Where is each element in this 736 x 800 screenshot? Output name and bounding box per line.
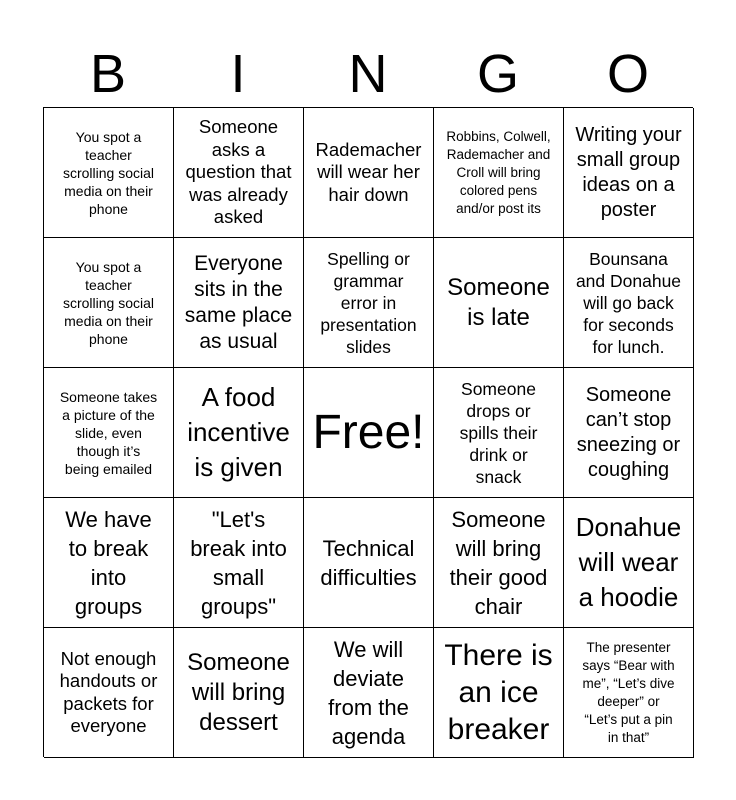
bingo-cell-r3-c1[interactable] (44, 368, 174, 498)
bingo-cell-r1-c3[interactable] (304, 108, 434, 238)
cell-text: Writing your small group ideas on a poster (575, 123, 682, 221)
header-letter-g: G (476, 44, 519, 104)
cell-text: We have to break into groups (65, 506, 152, 619)
cell-text: Bounsana and Donahue will go back for seconds for lunch. (575, 248, 682, 357)
bingo-cell-r5-c5[interactable] (564, 628, 694, 758)
bingo-cell-r4-c4[interactable] (434, 498, 564, 628)
bingo-cell-r5-c3[interactable] (304, 628, 434, 758)
bingo-cell-r2-c5[interactable] (564, 238, 694, 368)
cell-text: Spelling or grammar error in presentation slides (320, 248, 417, 357)
bingo-grid (43, 107, 693, 757)
cell-text: "Let's break into small groups" (190, 506, 287, 619)
cell-text: Someone can’t stop sneezing or coughing (576, 383, 681, 481)
cell-text: Technical difficulties (320, 535, 417, 590)
bingo-cell-r1-c4[interactable] (434, 108, 564, 238)
header-letter-n: N (348, 44, 388, 104)
cell-text: Someone drops or spills their drink or snack (459, 378, 538, 487)
free-space-label: Free! (312, 405, 425, 459)
cell-text: Rademacher will wear her hair down (315, 138, 422, 205)
bingo-cell-r3-c4[interactable] (434, 368, 564, 498)
cell-text: Someone takes a picture of the slide, even though it’s being emailed (59, 388, 158, 477)
cell-text: You spot a teacher scrolling social media on their phone (62, 258, 155, 347)
bingo-cell-r3-c3-free[interactable] (304, 368, 434, 498)
bingo-cell-r5-c1[interactable] (44, 628, 174, 758)
cell-text: Someone will bring dessert (187, 648, 290, 736)
bingo-cell-r2-c2[interactable] (174, 238, 304, 368)
bingo-cell-r3-c5[interactable] (564, 368, 694, 498)
bingo-cell-r4-c3[interactable] (304, 498, 434, 628)
bingo-cell-r4-c2[interactable] (174, 498, 304, 628)
bingo-cell-r1-c1[interactable] (44, 108, 174, 238)
cell-text: Robbins, Colwell, Rademacher and Croll will bring colored pens and/or post its (446, 128, 551, 216)
cell-text: A food incentive is given (187, 382, 290, 482)
cell-text: The presenter says “Bear with me”, “Let’s dive deeper” or “Let’s put a pin in that” (582, 639, 675, 745)
cell-text: Donahue will wear a hoodie (575, 512, 682, 612)
bingo-cell-r4-c5[interactable] (564, 498, 694, 628)
bingo-cell-r4-c1[interactable] (44, 498, 174, 628)
bingo-cell-r2-c4[interactable] (434, 238, 564, 368)
bingo-cell-r5-c4[interactable] (434, 628, 564, 758)
bingo-cell-r1-c5[interactable] (564, 108, 694, 238)
bingo-cell-r2-c1[interactable] (44, 238, 174, 368)
cell-text: We will deviate from the agenda (328, 636, 409, 749)
cell-text: Someone asks a question that was already asked (185, 116, 292, 228)
bingo-cell-r5-c2[interactable] (174, 628, 304, 758)
bingo-header (43, 40, 693, 108)
header-letter-o: O (606, 44, 649, 104)
cell-text: Someone will bring their good chair (449, 506, 548, 619)
cell-text: Everyone sits in the same place as usual (184, 251, 293, 353)
cell-text: You spot a teacher scrolling social media on their phone (62, 128, 155, 217)
cell-text: There is an ice breaker (444, 639, 553, 746)
header-letter-i: I (230, 44, 246, 104)
cell-text: Not enough handouts or packets for everyone (59, 647, 158, 736)
bingo-cell-r3-c2[interactable] (174, 368, 304, 498)
bingo-cell-r1-c2[interactable] (174, 108, 304, 238)
bingo-cell-r2-c3[interactable] (304, 238, 434, 368)
cell-text: Someone is late (447, 273, 550, 331)
header-letter-b: B (89, 44, 127, 104)
